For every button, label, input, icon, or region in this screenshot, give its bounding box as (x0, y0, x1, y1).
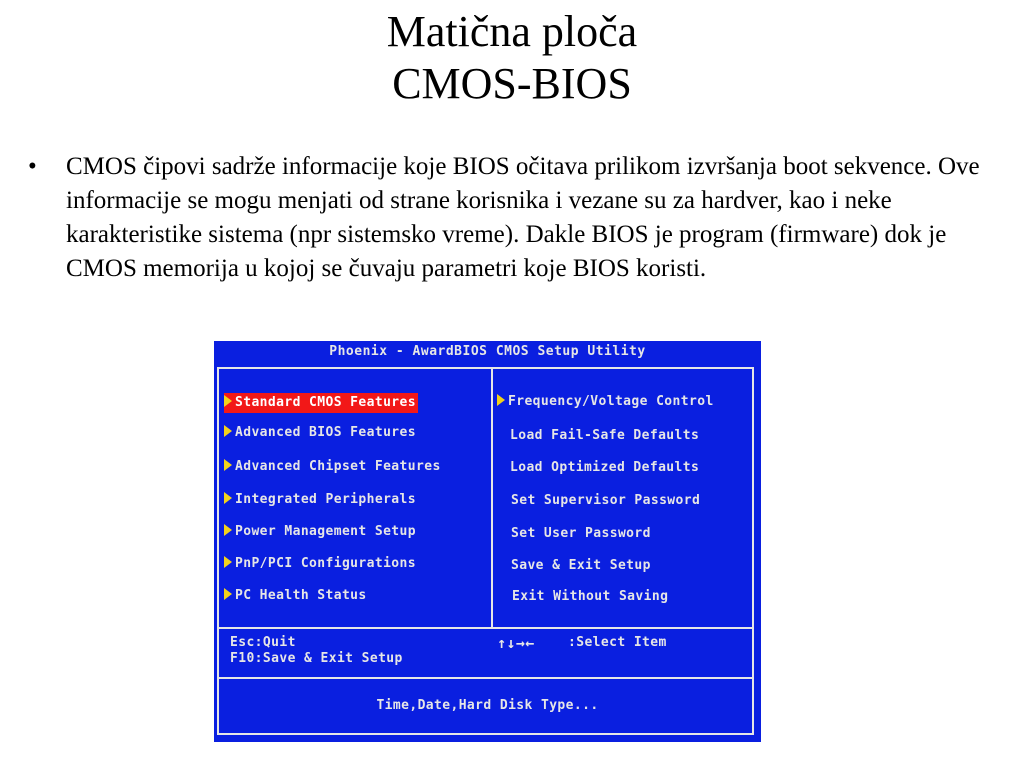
title-line-2: CMOS-BIOS (392, 59, 632, 108)
bios-menu-pc-health[interactable]: PC Health Status (224, 586, 369, 606)
title-line-1: Matična ploča (386, 7, 638, 56)
bios-menu-save-exit[interactable]: Save & Exit Setup (511, 558, 651, 573)
bios-menu-frequency-voltage[interactable]: Frequency/Voltage Control (497, 392, 716, 412)
bullet-list (28, 150, 988, 286)
arrow-right-icon (224, 556, 232, 568)
bullet-text: CMOS čipovi sadrže informacije koje BIOS očitava prilikom izvršanja boot sekvence. Ove informacije se mogu menjati od strane korisnika i vezane su za hardver, kao i neke karakteristike sistema (npr sistemsko vreme). Dakle BIOS je program (firmware) dok je CMOS memorija u kojoj se čuvaju parametri koje BIOS koristi. (66, 153, 980, 282)
bios-menu-advanced-bios[interactable]: Advanced BIOS Features (224, 423, 418, 443)
bios-menu-advanced-chipset[interactable]: Advanced Chipset Features (224, 457, 443, 477)
bios-help-select-item: :Select Item (568, 635, 667, 650)
bios-footer: Time,Date,Hard Disk Type... (376, 698, 599, 713)
bullet-marker: • (28, 153, 37, 180)
arrow-right-icon (224, 459, 232, 471)
arrow-right-icon (224, 524, 232, 536)
bios-help-f10: F10:Save & Exit Setup (230, 651, 403, 666)
bios-menu-load-optimized[interactable]: Load Optimized Defaults (510, 460, 700, 475)
bios-menu-integrated-peripherals[interactable]: Integrated Peripherals (224, 490, 418, 510)
bios-menu-standard-cmos[interactable]: Standard CMOS Features (224, 393, 418, 413)
bios-column-divider (491, 369, 493, 627)
arrow-right-icon (224, 492, 232, 504)
bios-menu-load-fail-safe[interactable]: Load Fail-Safe Defaults (510, 428, 700, 443)
slide-title (0, 6, 1024, 110)
arrow-right-icon (497, 394, 505, 406)
bios-help-divider (217, 627, 754, 629)
bios-menu-set-user-password[interactable]: Set User Password (511, 526, 651, 541)
bullet-item (28, 150, 988, 286)
bios-header: Phoenix - AwardBIOS CMOS Setup Utility (329, 344, 646, 359)
arrow-right-icon (224, 395, 232, 407)
bios-menu-set-supervisor-password[interactable]: Set Supervisor Password (511, 493, 701, 508)
bios-help-esc: Esc:Quit (230, 635, 296, 650)
bios-menu-exit-without-saving[interactable]: Exit Without Saving (512, 589, 669, 604)
bios-help-arrows-icon: ↑↓→← (497, 634, 535, 652)
bios-menu-pnp-pci[interactable]: PnP/PCI Configurations (224, 554, 418, 574)
arrow-right-icon (224, 425, 232, 437)
bios-screenshot (214, 341, 761, 742)
bios-footer-divider (217, 677, 754, 679)
arrow-right-icon (224, 588, 232, 600)
bios-menu-power-management[interactable]: Power Management Setup (224, 522, 418, 542)
